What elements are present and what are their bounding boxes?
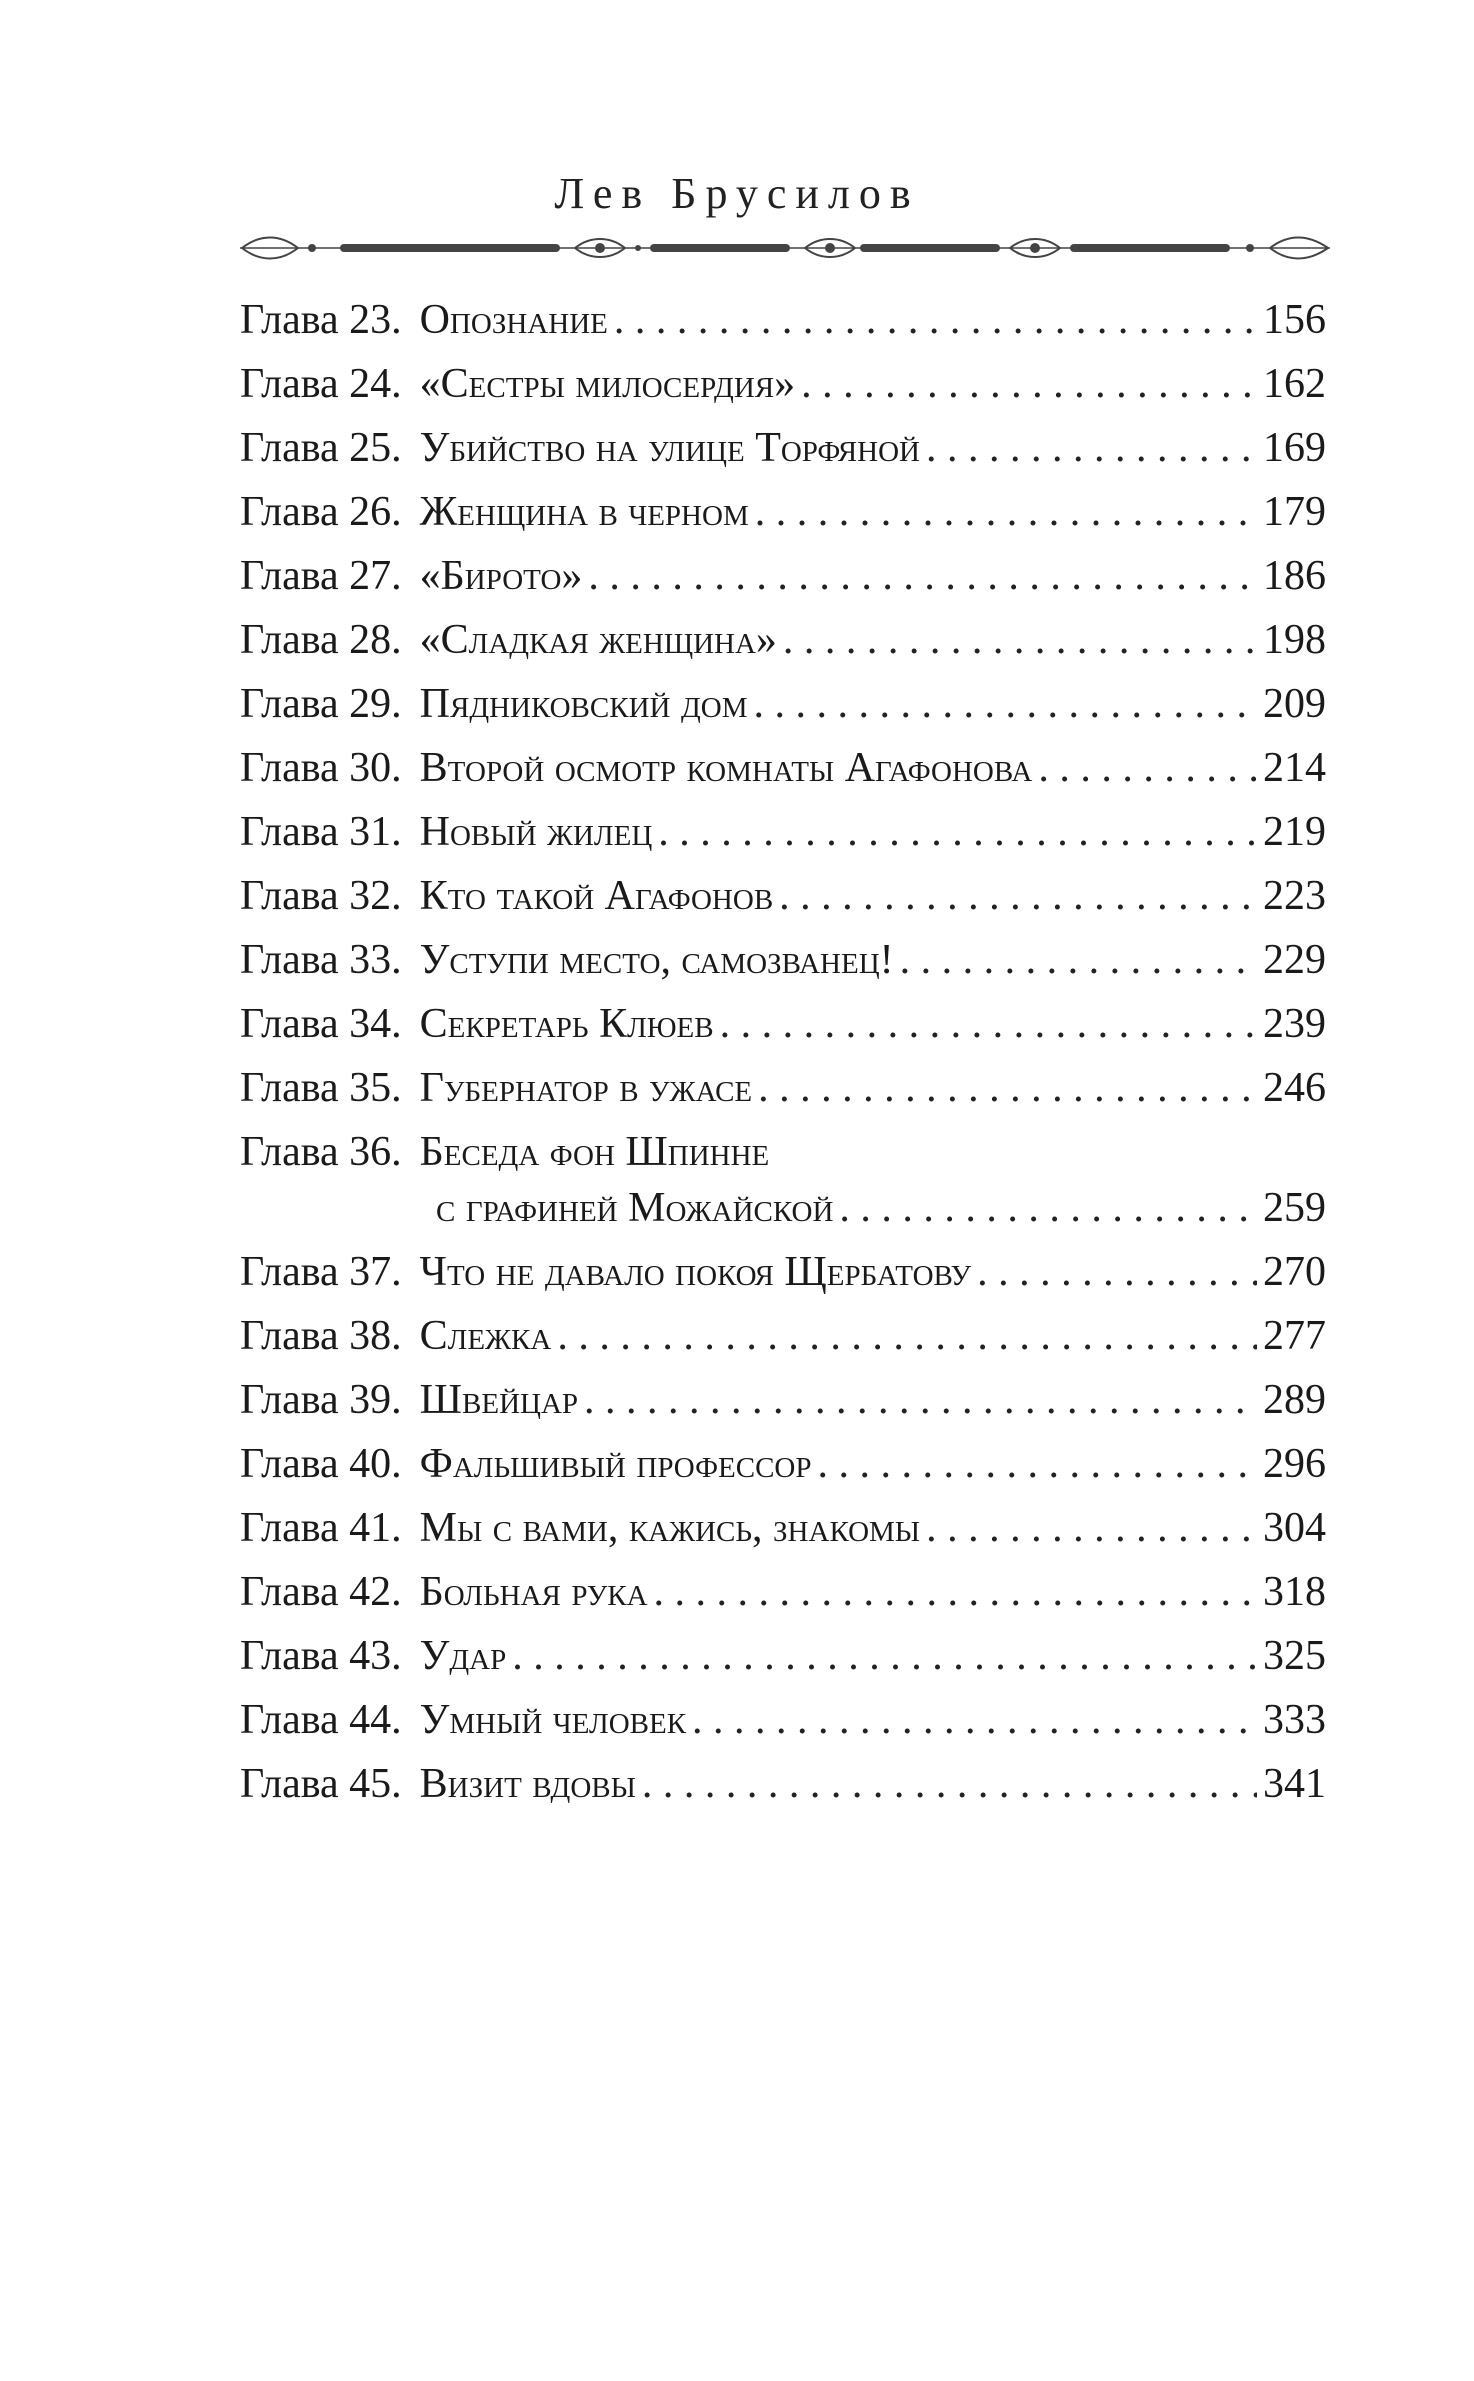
running-header-author: Лев Брусилов [554,169,920,218]
toc-entry [240,1240,1326,1304]
page-number: 325 [1263,1633,1326,1679]
dot-leader [1038,736,1257,800]
page-number: 246 [1263,1065,1326,1111]
chapter-number: Глава 23. [240,297,402,343]
chapter-title: Опознание [419,297,608,343]
dot-leader [977,1240,1257,1304]
dot-leader [779,864,1257,928]
page-number: 214 [1263,745,1326,791]
toc-entry [240,736,1326,800]
page-number: 270 [1263,1249,1326,1295]
page-number: 239 [1263,1001,1326,1047]
dot-leader [642,1752,1257,1816]
chapter-number: Глава 33. [240,937,402,983]
chapter-title: Пядниковский дом [419,681,748,727]
chapter-title: Что не давало покоя Щербатову [419,1249,972,1295]
chapter-number: Глава 30. [240,745,402,791]
chapter-title: Слежка [419,1313,552,1359]
chapter-number: Глава 43. [240,1633,402,1679]
chapter-number: Глава 36. [240,1129,402,1175]
chapter-number: Глава 41. [240,1505,402,1551]
chapter-title: Больная рука [419,1569,648,1615]
chapter-number: Глава 32. [240,873,402,919]
dot-leader [926,416,1257,480]
page-number: 259 [1263,1185,1326,1231]
dot-leader [839,1176,1257,1240]
dot-leader [614,288,1257,352]
dot-leader [817,1432,1257,1496]
page-number: 179 [1263,489,1326,535]
chapter-title: Секретарь Клюев [419,1001,714,1047]
toc-entry [240,1432,1326,1496]
dot-leader [783,608,1257,672]
chapter-title: Уступи место, самозванец! [419,937,894,983]
dot-leader [512,1624,1257,1688]
toc-entry [240,992,1326,1056]
chapter-number: Глава 29. [240,681,402,727]
dot-leader [654,1560,1257,1624]
chapter-title: «Сестры милосердия» [419,361,796,407]
chapter-number: Глава 39. [240,1377,402,1423]
page-number: 296 [1263,1441,1326,1487]
dot-leader [588,544,1257,608]
page-number: 209 [1263,681,1326,727]
chapter-number: Глава 38. [240,1313,402,1359]
toc-entry [240,1056,1326,1120]
chapter-number: Глава 24. [240,361,402,407]
chapter-number: Глава 40. [240,1441,402,1487]
toc-entry [240,544,1326,608]
chapter-title: Беседа фон Шпинне [419,1129,770,1175]
page-number: 304 [1263,1505,1326,1551]
chapter-number: Глава 34. [240,1001,402,1047]
toc-entry [240,1496,1326,1560]
chapter-title: Губернатор в ужасе [419,1065,753,1111]
toc-entry [240,800,1326,864]
toc-entry [240,1688,1326,1752]
page-number: 169 [1263,425,1326,471]
chapter-title: Женщина в черном [419,489,749,535]
toc-entry [240,1120,1326,1176]
toc-entry [240,864,1326,928]
chapter-title: «Сладкая женщина» [419,617,777,663]
chapter-title: Второй осмотр комнаты Агафонова [419,745,1033,791]
page-number: 156 [1263,297,1326,343]
decorative-divider-ornament [240,230,1330,266]
dot-leader [584,1368,1257,1432]
dot-leader [758,1056,1257,1120]
chapter-number: Глава 26. [240,489,402,535]
chapter-title: Умный человек [419,1697,687,1743]
page-number: 277 [1263,1313,1326,1359]
page-number: 198 [1263,617,1326,663]
page-number: 162 [1263,361,1326,407]
toc-entry [240,288,1326,352]
chapter-title: Визит вдовы [419,1761,636,1807]
chapter-title: Новый жилец [419,809,653,855]
toc-entry [240,1560,1326,1624]
dot-leader [926,1496,1257,1560]
toc-entry [240,1624,1326,1688]
table-of-contents [240,288,1326,1816]
chapter-title: Кто такой Агафонов [419,873,774,919]
chapter-number: Глава 27. [240,553,402,599]
chapter-title: Удар [419,1633,507,1679]
toc-entry [240,352,1326,416]
toc-entry [240,480,1326,544]
toc-entry-continuation [240,1176,1326,1240]
chapter-title: Швейцар [419,1377,579,1423]
chapter-number: Глава 31. [240,809,402,855]
chapter-title: «Бирото» [419,553,583,599]
dot-leader [557,1304,1257,1368]
chapter-number: Глава 44. [240,1697,402,1743]
dot-leader [801,352,1257,416]
page-number: 341 [1263,1761,1326,1807]
toc-entry [240,928,1326,992]
dot-leader [658,800,1257,864]
page-number: 229 [1263,937,1326,983]
dot-leader [720,992,1257,1056]
dot-leader [900,928,1257,992]
page-number: 318 [1263,1569,1326,1615]
page-number: 186 [1263,553,1326,599]
dot-leader [692,1688,1257,1752]
toc-entry [240,1368,1326,1432]
page-number: 333 [1263,1697,1326,1743]
page-number: 289 [1263,1377,1326,1423]
chapter-number: Глава 45. [240,1761,402,1807]
toc-entry [240,608,1326,672]
page-number: 219 [1263,809,1326,855]
toc-entry [240,1752,1326,1816]
chapter-title: Убийство на улице Торфяной [419,425,920,471]
chapter-title: Мы с вами, кажись, знакомы [419,1505,921,1551]
chapter-number: Глава 35. [240,1065,402,1111]
dot-leader [754,672,1258,736]
chapter-number: Глава 42. [240,1569,402,1615]
chapter-number: Глава 37. [240,1249,402,1295]
toc-entry [240,1304,1326,1368]
chapter-title: Фальшивый профессор [419,1441,812,1487]
chapter-number: Глава 25. [240,425,402,471]
chapter-title-continuation: с графиней Можайской [436,1185,834,1231]
dot-leader [755,480,1257,544]
toc-entry [240,672,1326,736]
toc-entry [240,416,1326,480]
chapter-number: Глава 28. [240,617,402,663]
page-number: 223 [1263,873,1326,919]
